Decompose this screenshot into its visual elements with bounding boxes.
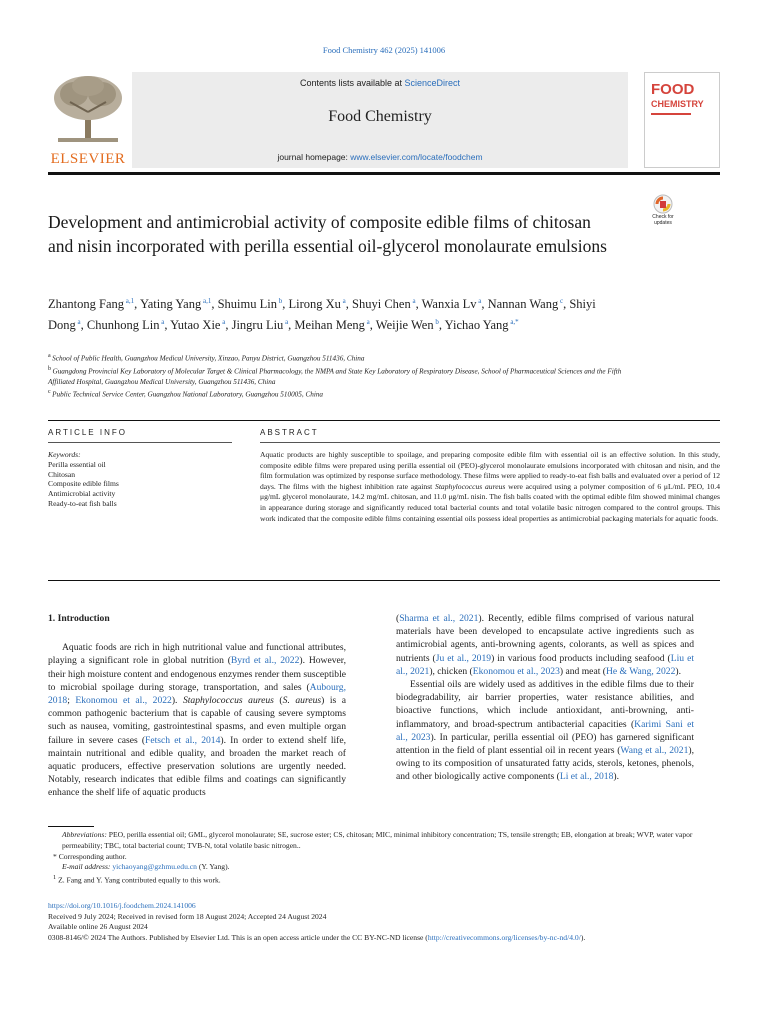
- author-name[interactable]: Yichao Yang: [444, 318, 509, 333]
- abstract-species: Staphylococcus aureus: [435, 481, 506, 491]
- sciencedirect-link[interactable]: ScienceDirect: [404, 78, 461, 88]
- citation-link[interactable]: Wang et al., 2021: [620, 745, 689, 757]
- check-updates-icon: [645, 194, 681, 214]
- masthead: [48, 72, 720, 170]
- author-name[interactable]: Shiyi Dong: [48, 297, 596, 333]
- author-name[interactable]: Shuimu Lin: [217, 297, 277, 312]
- journal-band: [132, 72, 628, 168]
- author-affiliation-mark[interactable]: a,1: [124, 297, 135, 305]
- affiliation-item: [48, 351, 628, 364]
- author-affiliation-mark[interactable]: a: [364, 318, 370, 327]
- elsevier-logo[interactable]: [48, 72, 128, 168]
- author-list: Zhantong Fang $^{a,1}$, Yating Yang $^{a,1}$, Shuimu Lin $^b$, Lirong Xu $^a$, Shuyi Chen $^a$, Wanxia Lv $^a$, Nannan Wang $^c$, Shiyi Dong $^a$, Chunhong Lin $^a$, Yutao Xie $^a$, Jingru Liu $^a$, Meihan Meng $^a$, Weijie Wen $^b$, Yichao Yang $^{a,*}$: [48, 297, 596, 333]
- author-name[interactable]: Nannan Wang: [487, 297, 559, 312]
- author-name[interactable]: Zhantong Fang: [48, 297, 125, 312]
- body-text: ;: [67, 695, 76, 707]
- body-text: (: [273, 695, 283, 707]
- body-text: ) and meat (: [559, 665, 606, 677]
- citation-link[interactable]: Karimi Sani et al., 2023: [396, 718, 695, 743]
- body-column-left: [48, 612, 346, 800]
- keyword-item: Ready-to-eat fish balls: [48, 498, 117, 508]
- author-name[interactable]: Weijie Wen: [375, 318, 434, 333]
- abstract-heading: ABSTRACT: [260, 428, 319, 437]
- author-affiliation-mark[interactable]: a: [283, 318, 289, 327]
- affiliation-text: School of Public Health, Guangzhou Medical University, Xinzao, Panyu District, Guangzhou 511436, China: [52, 354, 365, 363]
- body-text: ), chicken (: [429, 665, 473, 677]
- license-suffix: ).: [580, 932, 586, 942]
- body-column-right: [396, 612, 694, 784]
- equal-contribution-mark: 1: [53, 874, 57, 882]
- cover-title-chemistry: CHEMISTRY: [651, 99, 704, 109]
- article-info-rule: [48, 442, 232, 443]
- author-affiliation-mark[interactable]: b: [276, 297, 283, 305]
- citation-link[interactable]: Li et al., 2018: [559, 771, 614, 783]
- introduction-heading: 1. Introduction: [48, 613, 110, 624]
- abstract-part-1: Aquatic products are highly susceptible to spoilage, and preparing composite edible film with essential oil is an effective solution. In this study, composite edible films were prepared using perilla essential oil (PEO)-glycerol monolaurate emulsions incorporated with chitosan and nisin, and the film formulation was optimized by response surface methodology. These films were applied to ready-to-eat fish balls and evaluated over a period of 12 days. The films with the highest inhibition rate against: [260, 450, 720, 491]
- body-text: ). Recently, edible films comprised of various natural materials have been developed to encapsulate active ingredients such as antimicrobial agents, anti-browning agents, colorants, as well as spices and nutrients (: [396, 613, 694, 664]
- author-name[interactable]: Wanxia Lv: [421, 297, 477, 312]
- publication-info: [48, 901, 720, 943]
- body-text: ), owing to its composition of unsaturated fatty acids, sterols, ketones, phenols, and other biologically active components (: [396, 745, 694, 783]
- affiliation-item: [48, 387, 628, 400]
- body-text: ). In particular, perilla essential oil (PEO) has garnered significant attention in the field of plant essential oil in recent years (: [396, 731, 694, 757]
- citation-link[interactable]: Ju et al., 2019: [435, 652, 492, 664]
- footnotes: [48, 830, 720, 887]
- keyword-item: Antimicrobial activity: [48, 489, 116, 499]
- received-dates: Received 9 July 2024; Received in revised form 18 August 2024; Accepted 24 August 2024: [48, 911, 327, 921]
- doi-link[interactable]: https://doi.org/10.1016/j.foodchem.2024.141006: [48, 901, 196, 910]
- body-text: ).: [613, 771, 619, 783]
- body-text: ). However, their high moisture content and endogenous enzymes render them susceptible to microbial spoilage during storage, transportation, and sales (: [48, 655, 346, 693]
- body-text: Essential oils are widely used as additives in the edible films due to their biodegradability, air barrier properties, water resistance abilities, and bioactive functions, which include antioxidant, anti-browning, anti-inflammatory, and broad-spectrum antibacterial capacities (: [396, 679, 694, 730]
- cover-divider: [651, 113, 691, 115]
- body-text: ) in various food products including seafood (: [491, 652, 671, 664]
- journal-cover[interactable]: [644, 72, 720, 168]
- author-name[interactable]: Jingru Liu: [231, 318, 284, 333]
- journal-title: Food Chemistry: [328, 108, 432, 125]
- author-name[interactable]: Meihan Meng: [294, 318, 365, 333]
- homepage-link[interactable]: www.elsevier.com/locate/foodchem: [350, 152, 483, 162]
- author-name[interactable]: Yutao Xie: [170, 318, 221, 333]
- affiliation-mark: b: [48, 365, 53, 372]
- abstract-rule: [260, 442, 720, 443]
- email-suffix: (Y. Yang).: [196, 862, 230, 872]
- elsevier-wordmark: ELSEVIER: [50, 151, 126, 167]
- citation-link[interactable]: Ekonomou et al., 2022: [75, 695, 172, 707]
- author-affiliation-mark[interactable]: a: [410, 297, 416, 305]
- intro-paragraph: [48, 641, 346, 799]
- keyword-item: Composite edible films: [48, 479, 119, 489]
- abbreviations-note: [48, 830, 720, 852]
- citation-link[interactable]: Sharma et al., 2021: [399, 613, 479, 624]
- available-online: Available online 26 August 2024: [48, 922, 148, 932]
- affiliation-text: Guangdong Provincial Key Laboratory of Molecular Target & Clinical Pharmacology, the NMPA and State Key Laboratory of Respiratory Disease, School of Pharmaceutical Sciences and the Fifth Affiliated Hospital, Guangzhou Medical University, Guangzhou 511436, China: [48, 367, 622, 386]
- article-info-heading: ARTICLE INFO: [48, 428, 127, 437]
- cover-title-food: FOOD: [651, 81, 695, 98]
- author-name[interactable]: Lirong Xu: [288, 297, 341, 312]
- citation-link[interactable]: He & Wang, 2022: [605, 665, 676, 677]
- species-name: Staphylococcus aureus: [182, 695, 274, 707]
- intro-paragraph: [396, 612, 694, 678]
- abbreviations-label: Abbreviations:: [62, 830, 107, 839]
- author-affiliation-mark[interactable]: c: [558, 297, 564, 305]
- affiliation-mark: a: [48, 353, 53, 359]
- citation-link[interactable]: Byrd et al., 2022: [230, 655, 300, 667]
- email-label: E-mail address:: [62, 862, 111, 872]
- check-updates-badge[interactable]: [645, 194, 681, 230]
- affiliations: [48, 351, 628, 400]
- citation-link[interactable]: Ekonomou et al., 2023: [472, 665, 560, 677]
- author-affiliation-mark[interactable]: b: [433, 318, 439, 327]
- author-affiliation-mark[interactable]: a: [159, 318, 165, 327]
- author-name[interactable]: Shuyi Chen: [352, 297, 411, 312]
- info-top-rule: [48, 420, 720, 421]
- license-link[interactable]: http://creativecommons.org/licenses/by-nc-nd/4.0/: [427, 932, 581, 942]
- citation-link[interactable]: Liu et al., 2021: [396, 652, 694, 677]
- keywords-block: [48, 450, 228, 509]
- license-prefix: 0308-8146/© 2024 The Authors. Published by Elsevier Ltd. This is an open access article under the CC BY-NC-ND license (: [48, 932, 428, 942]
- abbreviations-text: PEO, perilla essential oil; GML, glycerol monolaurate; SE, sucrose ester; CS, chitosan; MIC, minimal inhibitory concentration; TS, tensile strength; EB, elongation at break; WVP, water vapor permeability; TBC, total bacterial count; TVB-N, total volatile basic nitrogen..: [62, 830, 693, 850]
- citation-link[interactable]: Aubourg, 2018: [48, 681, 346, 707]
- keyword-item: Chitosan: [48, 469, 76, 479]
- abstract-part-2: were acquired using a polymer composition of 6 μL/mL PEO, 10.4 μg/mL glycerol monolaurate, 14.2 mg/mL chitosan, and 11.0 μg/mL nisin. The fish balls coated with the optimal edible film showed minimal changes in appearance during storage and significantly reduced total bacterial counts and total volatile basic nitrogen compared to the control groups. This work indicated that the composite edible films containing essential oils possess ideal properties as antimicrobial packaging materials for aquatic foods.: [260, 481, 720, 523]
- article-title: Development and antimicrobial activity of composite edible films of chitosan and nisin incorporated with perilla essential oil-glycerol monolaurate emulsions: [48, 212, 607, 256]
- body-text: ) is a common pathogenic bacterium that is capable of causing severe symptoms such as nausea, vomiting, gastrointestinal spasms, and even multiple organ failure in severe cases (: [48, 695, 346, 746]
- author-affiliation-mark[interactable]: a,1: [201, 297, 212, 305]
- author-affiliation-mark[interactable]: a: [220, 318, 226, 327]
- abstract-text: [260, 450, 720, 524]
- author-affiliation-mark[interactable]: a: [340, 297, 346, 305]
- author-affiliation-mark[interactable]: a: [476, 297, 482, 305]
- body-text: ).: [171, 695, 183, 707]
- keyword-item: Perilla essential oil: [48, 459, 106, 469]
- author-affiliation-mark[interactable]: a: [75, 318, 81, 327]
- elsevier-tree-icon: [48, 72, 128, 146]
- journal-reference[interactable]: Food Chemistry 462 (2025) 141006: [322, 45, 446, 55]
- affiliation-mark: c: [48, 389, 53, 396]
- homepage-line: [132, 152, 628, 162]
- body-text: Aquatic foods are rich in high nutritional value and functional attributes, playing a significant role in global nutrition (: [48, 642, 346, 667]
- check-updates-label: Check for updates: [652, 214, 674, 226]
- species-name: S. aureus: [282, 695, 322, 707]
- equal-contribution-note: [48, 873, 720, 886]
- corresponding-note: * Corresponding author.: [53, 851, 127, 861]
- affiliation-item: [48, 364, 628, 387]
- contents-prefix: Contents lists available at: [299, 78, 405, 88]
- equal-contribution-text: Z. Fang and Y. Yang contributed equally to this work.: [58, 875, 221, 885]
- intro-paragraph: [396, 678, 694, 784]
- email-note: [48, 862, 720, 873]
- author-name[interactable]: Yating Yang: [139, 297, 202, 312]
- contents-line: [132, 78, 628, 88]
- affiliation-text: Public Technical Service Center, Guangzhou National Laboratory, Guangzhou 510005, China: [52, 390, 324, 399]
- email-link[interactable]: yichaoyang@gzhmu.edu.cn: [112, 862, 197, 872]
- body-text: ). In order to extend shelf life, maintain nutritional and edible quality, and broaden the market reach of aquatic producers, effective preservation solutions are urgently needed. Notably, research indicates that edible films and coatings can significantly enhance the shelf life of aquatic products: [48, 734, 346, 799]
- abstract-bottom-rule: [48, 580, 720, 581]
- body-text: (: [396, 613, 400, 624]
- homepage-prefix: journal homepage:: [277, 152, 351, 162]
- author-affiliation-mark[interactable]: a,*: [508, 318, 519, 327]
- license-statement: [48, 933, 720, 944]
- keywords-label: Keywords:: [48, 450, 81, 459]
- masthead-rule: [48, 172, 720, 175]
- author-name[interactable]: Chunhong Lin: [86, 318, 160, 333]
- footnote-rule: [48, 826, 94, 827]
- body-text: ).: [675, 665, 681, 677]
- citation-link[interactable]: Fetsch et al., 2014: [145, 734, 221, 746]
